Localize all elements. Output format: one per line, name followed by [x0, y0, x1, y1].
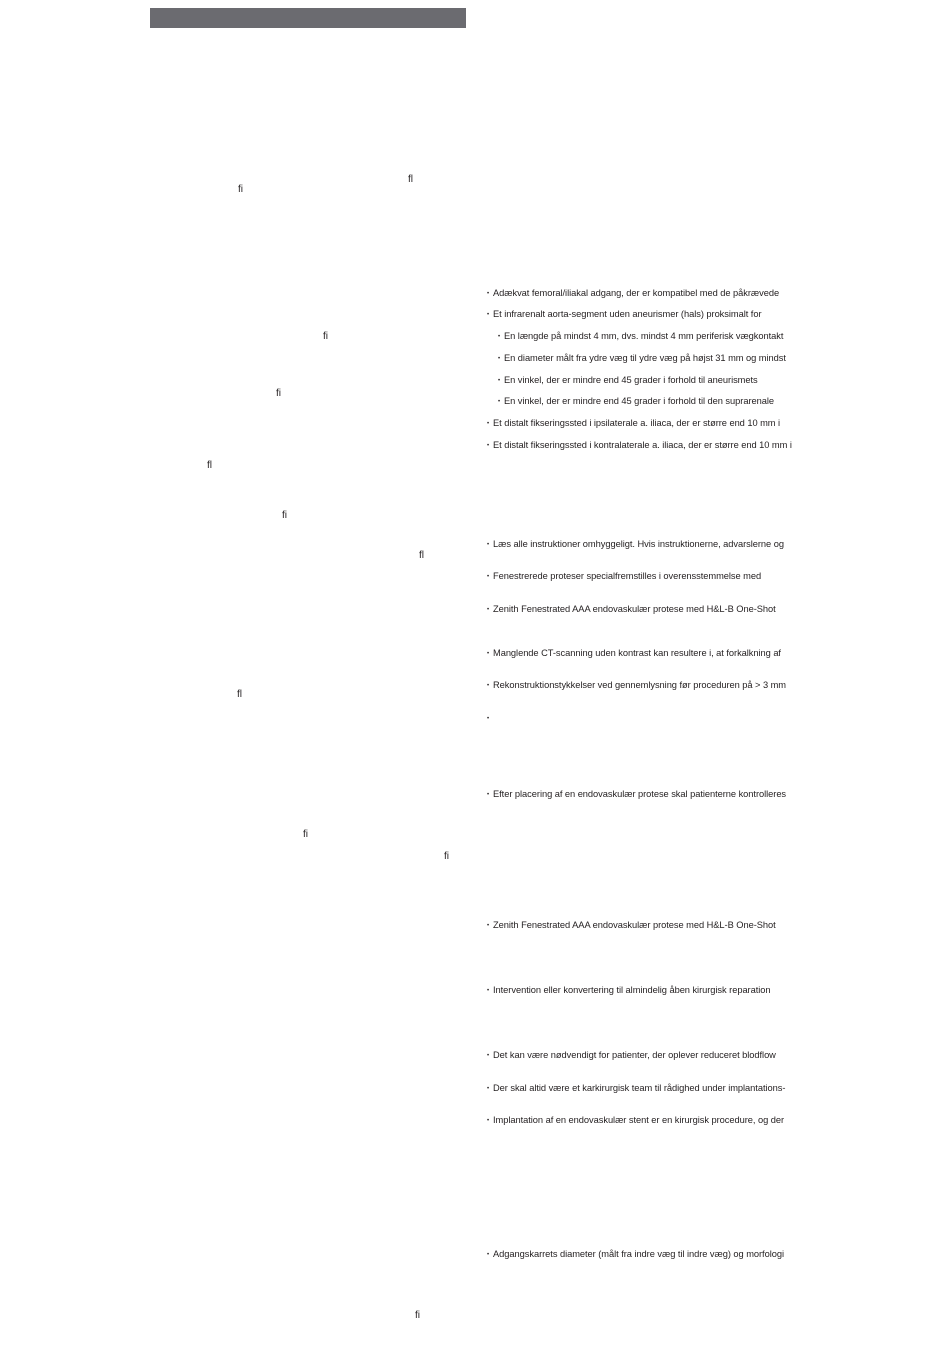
bullet-glyph: • — [487, 651, 490, 657]
list-item-text: Et distalt fikseringssted i ipsilaterale a. iliaca, der er større end 10 mm i — [493, 418, 781, 428]
sub-list-item — [498, 352, 786, 365]
bullet-glyph: • — [487, 1118, 490, 1124]
list-item — [487, 308, 762, 321]
bullet-glyph: • — [487, 312, 490, 318]
list-item — [487, 647, 781, 660]
list-item-text: En vinkel, der er mindre end 45 grader i forhold til den suprarenale — [504, 396, 774, 406]
list-item-text: Et distalt fikseringssted i kontralaterale a. iliaca, der er større end 10 mm i — [493, 440, 792, 450]
list-item — [487, 570, 761, 583]
bullet-glyph: • — [498, 378, 501, 384]
list-item — [487, 712, 493, 725]
list-item — [487, 1248, 784, 1261]
list-item-text: Rekonstruktionstykkelser ved gennemlysning før proceduren på > 3 mm — [493, 680, 786, 690]
ligature-glyph: ﬁ — [303, 829, 308, 840]
list-item-text: En længde på mindst 4 mm, dvs. mindst 4 mm periferisk vægkontakt — [504, 331, 784, 341]
ligature-glyph: ﬂ — [237, 689, 242, 700]
bullet-glyph: • — [487, 1053, 490, 1059]
list-item-text: Zenith Fenestrated AAA endovaskulær protese med H&L-B One-Shot — [493, 604, 776, 614]
bullet-glyph: • — [487, 291, 490, 297]
ligature-glyph: ﬁ — [323, 331, 328, 342]
ligature-glyph: ﬁ — [276, 388, 281, 399]
list-item-text: Adækvat femoral/iliakal adgang, der er kompatibel med de påkrævede — [493, 288, 780, 298]
list-item — [487, 1082, 785, 1095]
bullet-glyph: • — [498, 356, 501, 362]
sub-list-item — [498, 395, 774, 408]
list-item — [487, 439, 792, 452]
bullet-glyph: • — [498, 334, 501, 340]
bullet-glyph: • — [487, 443, 490, 449]
list-item-text: Der skal altid være et karkirurgisk team til rådighed under implantations- — [493, 1083, 786, 1093]
bullet-glyph: • — [498, 399, 501, 405]
list-item — [487, 287, 779, 300]
list-item-text: Manglende CT-scanning uden kontrast kan resultere i, at forkalkning af — [493, 648, 781, 658]
ligature-glyph: ﬁ — [444, 851, 449, 862]
list-item-text: Et infrarenalt aorta-segment uden aneurismer (hals) proksimalt for — [493, 309, 762, 319]
list-item — [487, 679, 786, 692]
bullet-glyph: • — [487, 421, 490, 427]
ligature-glyph: ﬂ — [419, 550, 424, 561]
list-item-text: Intervention eller konvertering til almindelig åben kirurgisk reparation — [493, 985, 771, 995]
sub-list-item — [498, 330, 783, 343]
list-item-text: Det kan være nødvendigt for patienter, der oplever reduceret blodflow — [493, 1050, 776, 1060]
list-item — [487, 538, 784, 551]
list-item-text: Zenith Fenestrated AAA endovaskulær protese med H&L-B One-Shot — [493, 920, 776, 930]
bullet-glyph: • — [487, 1252, 490, 1258]
list-item — [487, 417, 780, 430]
ligature-glyph: ﬁ — [282, 510, 287, 521]
sub-list-item — [498, 374, 758, 387]
bullet-glyph: • — [487, 988, 490, 994]
list-item-text: Adgangskarrets diameter (målt fra indre væg til indre væg) og morfologi — [493, 1249, 784, 1259]
bullet-glyph: • — [487, 716, 490, 722]
ligature-glyph: ﬁ — [238, 184, 243, 195]
bullet-glyph: • — [487, 574, 490, 580]
bullet-glyph: • — [487, 1086, 490, 1092]
list-item-text: Implantation af en endovaskulær stent er en kirurgisk procedure, og der — [493, 1115, 785, 1125]
list-item-text: Efter placering af en endovaskulær protese skal patienterne kontrolleres — [493, 789, 787, 799]
bullet-glyph: • — [487, 607, 490, 613]
header-bar — [150, 8, 466, 28]
list-item — [487, 603, 776, 616]
ligature-glyph: ﬂ — [207, 460, 212, 471]
list-item-text: Fenestrerede proteser specialfremstilles i overensstemmelse med — [493, 571, 762, 581]
bullet-glyph: • — [487, 792, 490, 798]
bullet-glyph: • — [487, 923, 490, 929]
list-item — [487, 984, 771, 997]
list-item-text: En vinkel, der er mindre end 45 grader i forhold til aneurismets — [504, 375, 758, 385]
ligature-glyph: ﬁ — [415, 1310, 420, 1321]
list-item-text: En diameter målt fra ydre væg til ydre væg på højst 31 mm og mindst — [504, 353, 786, 363]
list-item-text: Læs alle instruktioner omhyggeligt. Hvis instruktionerne, advarslerne og — [493, 539, 784, 549]
bullet-glyph: • — [487, 683, 490, 689]
list-item — [487, 919, 776, 932]
list-item — [487, 1114, 784, 1127]
list-item — [487, 1049, 776, 1062]
list-item — [487, 788, 786, 801]
bullet-glyph: • — [487, 542, 490, 548]
ligature-glyph: ﬂ — [408, 174, 413, 185]
